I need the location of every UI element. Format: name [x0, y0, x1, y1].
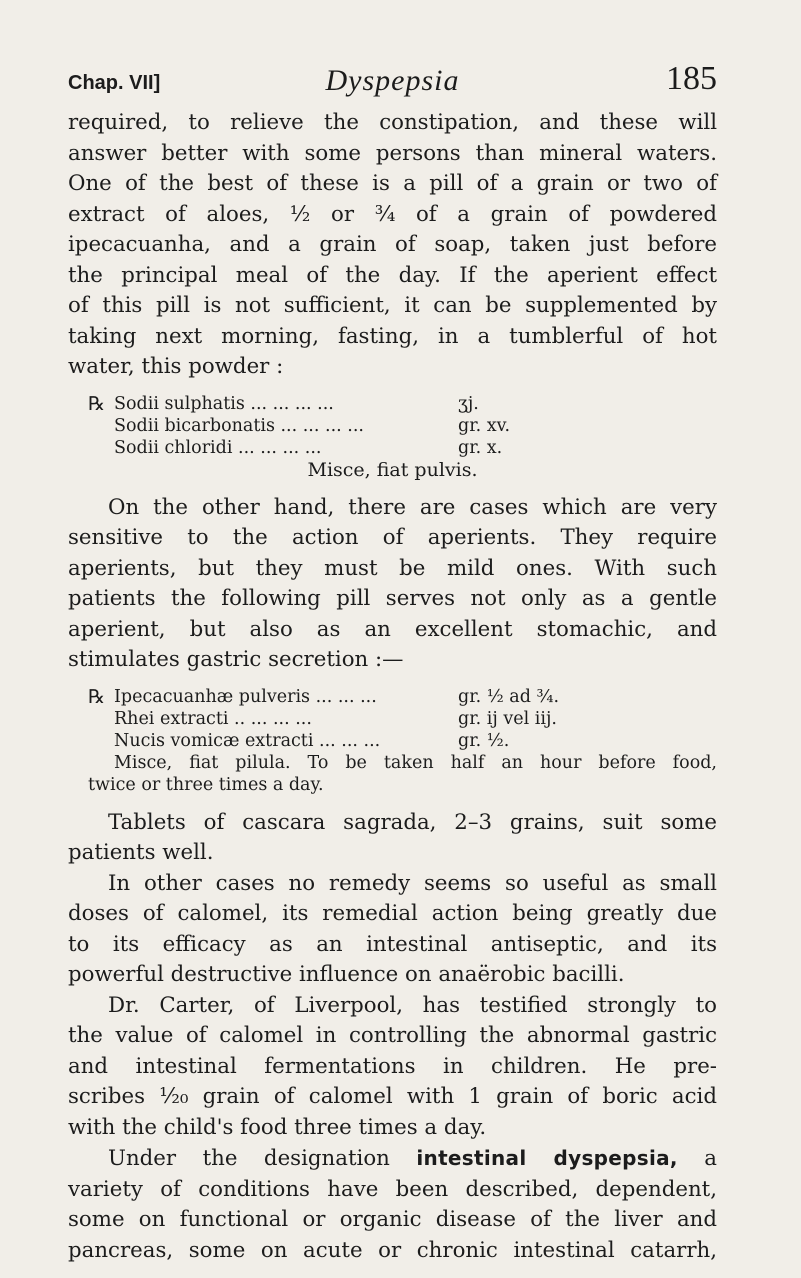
text-line: aperients, but they must be mild ones. With such [68, 555, 717, 581]
recipe-symbol: ℞ [88, 392, 106, 415]
dose: gr. ½ ad ¾. [458, 686, 560, 707]
text-line: required, to relieve the constipation, and these will [68, 110, 717, 135]
dose: gr. xv. [458, 415, 511, 436]
running-title: Dyspepsia [325, 64, 460, 97]
text-line: patients well. [68, 840, 214, 865]
text-line: patients the following pill serves not only as a gentle [68, 586, 717, 611]
text-line: doses of calomel, its remedial action being greatly due [68, 901, 717, 926]
ingredient: Rhei extracti .. ... ... ... [114, 708, 312, 729]
ingredient: Ipecacuanhæ pulveris ... ... ... [114, 686, 377, 707]
text-line: Dr. Carter, of Liverpool, has testified strongly to [108, 992, 717, 1018]
text-segment: a [704, 1146, 717, 1171]
prescription-direction: Misce, fiat pulvis. [307, 458, 478, 481]
paragraph-2 [68, 493, 717, 676]
text-line: aperient, but also as an excellent stomachic, and [68, 616, 717, 642]
text-line: the principal meal of the day. If the aperient effect [68, 262, 717, 288]
text-line: On the other hand, there are cases which are very [108, 494, 717, 520]
text-line: extract of aloes, ½ or ¾ of a grain of powdered [68, 201, 717, 227]
prescription-row [68, 437, 717, 459]
text-line: answer better with some persons than mineral waters. [68, 140, 717, 166]
ingredient: Nucis vomicæ extracti ... ... ... [114, 730, 381, 751]
text-line: scribes ¹⁄₂₀ grain of calomel with 1 grain of boric acid [68, 1084, 717, 1109]
dose: gr. x. [458, 437, 503, 458]
text-line: variety of conditions have been described, dependent, [68, 1176, 717, 1202]
prescription-row [68, 393, 717, 415]
text-line: and intestinal fermentations in children. He pre- [68, 1053, 717, 1079]
prescription-row [68, 730, 717, 752]
paragraph-1 [68, 108, 717, 383]
text-line: pancreas, some on acute or chronic intestinal catarrh, [68, 1237, 717, 1263]
recipe-symbol: ℞ [88, 685, 106, 708]
text-line: Tablets of cascara sagrada, 2–3 grains, suit some [108, 809, 717, 835]
dose: ʒj. [458, 393, 479, 414]
text-line: powerful destructive influence on anaërobic bacilli. [68, 962, 625, 987]
ingredient: Sodii bicarbonatis ... ... ... ... [114, 415, 364, 436]
bold-term: intestinal dyspepsia, [416, 1146, 678, 1170]
prescription-row [68, 686, 717, 708]
text-line: taking next morning, fasting, in a tumblerful of hot [68, 323, 717, 349]
prescription-powder [68, 393, 717, 481]
prescription-row [68, 415, 717, 437]
ingredient: Sodii sulphatis ... ... ... ... [114, 393, 334, 414]
text-line: sensitive to the action of aperients. They require [68, 525, 717, 550]
text-line: of this pill is not sufficient, it can be supplemented by [68, 293, 717, 318]
body-text [68, 108, 717, 1266]
page-number: 185 [666, 60, 717, 97]
text-line: some on functional or organic disease of the liver and [68, 1207, 717, 1232]
paragraph-6 [68, 1143, 717, 1266]
prescription-direction: Misce, fiat pilula. To be taken half an hour before food, [114, 752, 717, 773]
text-line: the value of calomel in controlling the abnormal gastric [68, 1023, 717, 1048]
prescription-pill [68, 686, 717, 796]
text-line [68, 1143, 717, 1175]
text-line: In other cases no remedy seems so useful as small [108, 870, 717, 896]
prescription-direction: twice or three times a day. [88, 774, 324, 795]
paragraph-5 [68, 991, 717, 1144]
text-line: One of the best of these is a pill of a grain or two of [68, 171, 717, 196]
dose: gr. ½. [458, 730, 510, 751]
paragraph-3 [68, 808, 717, 869]
prescription-row [68, 708, 717, 730]
text-line: water, this powder : [68, 354, 284, 379]
text-segment: Under the designation [108, 1146, 390, 1171]
text-line: with the child's food three times a day. [68, 1114, 487, 1140]
chapter-label: Chap. VII] [68, 72, 161, 94]
ingredient: Sodii chloridi ... ... ... ... [114, 437, 322, 458]
running-header [68, 58, 717, 106]
text-line: stimulates gastric secretion :— [68, 647, 404, 672]
paragraph-4 [68, 869, 717, 991]
text-line: ipecacuanha, and a grain of soap, taken just before [68, 232, 717, 257]
dose: gr. ij vel iij. [458, 708, 557, 729]
text-line: to its efficacy as an intestinal antiseptic, and its [68, 931, 717, 957]
